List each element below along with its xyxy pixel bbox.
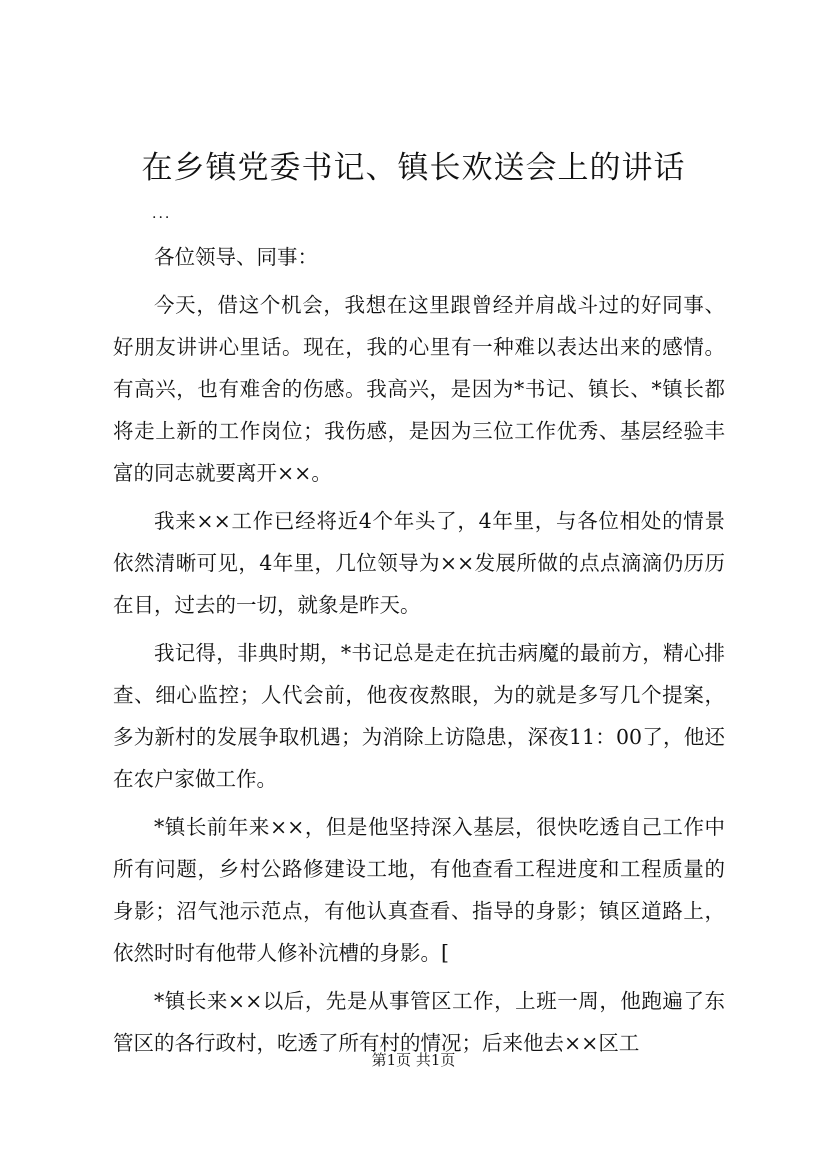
paragraph: *镇长前年来××，但是他坚持深入基层，很快吃透自己工作中所有问题，乡村公路修建设工地，有他查看工程进度和工程质量的身影；沼气池示范点，有他认真查看、指导的身影；镇区道路上，依然时时有他带人修补沆槽的身影。[ — [113, 815, 725, 965]
salutation: 各位领导、同事： — [154, 245, 318, 269]
ellipsis-marker: ... — [152, 206, 172, 222]
document-body — [113, 236, 725, 1070]
document-title: 在乡镇党委书记、镇长欢送会上的讲话 — [141, 150, 686, 186]
paragraph: 今天，借这个机会，我想在这里跟曾经并肩战斗过的好同事、好朋友讲讲心里话。现在，我的心里有一种难以表达出来的感情。有高兴，也有难舍的伤感。我高兴，是因为*书记、镇长、*镇长都将走上新的工作岗位；我伤感，是因为三位工作优秀、基层经验丰富的同志就要离开××。 — [113, 293, 725, 485]
paragraph: 我来××工作已经将近4个年头了，4年里，与各位相处的情景依然清晰可见，4年里，几位领导为××发展所做的点点滴滴仍历历在目，过去的一切，就象是昨天。 — [113, 509, 725, 617]
paragraph: *镇长来××以后，先是从事管区工作，上班一周，他跑遍了东管区的各行政村，吃透了所有村的情况；后来他去××区工 — [113, 989, 725, 1055]
page-footer: 第1页 共1页 — [371, 1051, 456, 1069]
paragraph: 我记得，非典时期，*书记总是走在抗击病魔的最前方，精心排查、细心监控；人代会前，他夜夜熬眼，为的就是多写几个提案，多为新村的发展争取机遇；为消除上访隐患，深夜11：00了，他还在农户家做工作。 — [113, 641, 725, 791]
